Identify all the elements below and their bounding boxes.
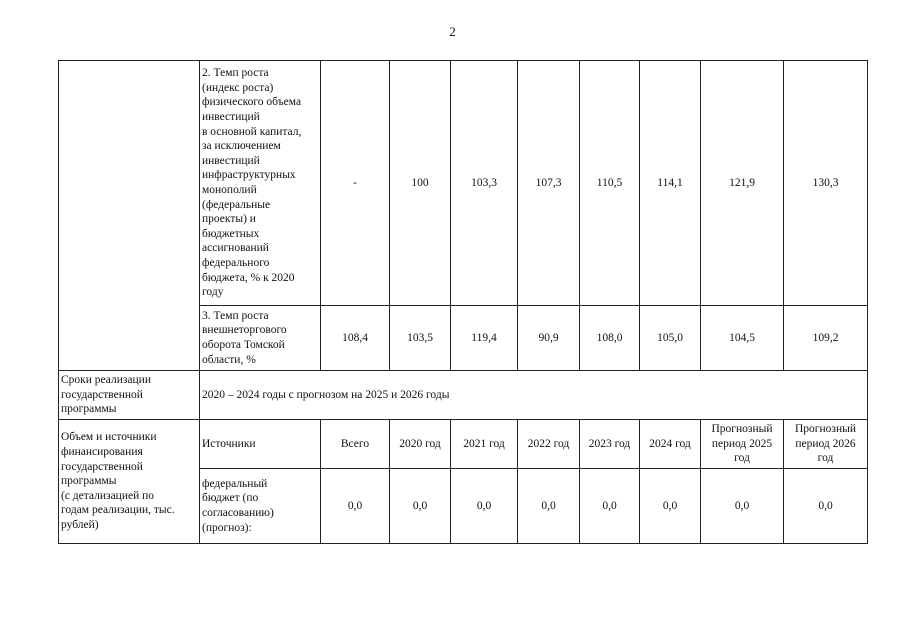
terms-label: Сроки реализации государственной программы <box>59 371 200 420</box>
indicator-value: 119,4 <box>451 306 518 371</box>
financing-value: 0,0 <box>451 469 518 544</box>
terms-row <box>59 371 868 420</box>
indicator-value: 103,5 <box>390 306 451 371</box>
financing-header-row <box>59 420 868 469</box>
indicator-value: 109,2 <box>784 306 868 371</box>
indicator-value: - <box>321 61 390 306</box>
financing-header-year: 2023 год <box>580 420 640 469</box>
indicator-value: 110,5 <box>580 61 640 306</box>
indicator-value: 107,3 <box>518 61 580 306</box>
financing-header-forecast: Прогнозный период 2025 год <box>701 420 784 469</box>
financing-header-year: 2022 год <box>518 420 580 469</box>
program-passport-table <box>58 60 868 544</box>
indicator-value: 114,1 <box>640 61 701 306</box>
indicator-value: 108,0 <box>580 306 640 371</box>
financing-header-sources: Источники <box>200 420 321 469</box>
indicator-label: 3. Темп роста внешнеторгового оборота Томской области, % <box>200 306 321 371</box>
indicator-value: 90,9 <box>518 306 580 371</box>
indicator-value: 108,4 <box>321 306 390 371</box>
page-number: 2 <box>449 24 456 39</box>
financing-header-year: 2024 год <box>640 420 701 469</box>
indicators-label-cell <box>59 61 200 371</box>
terms-value: 2020 – 2024 годы с прогнозом на 2025 и 2026 годы <box>200 371 868 420</box>
indicator-row <box>59 61 868 306</box>
financing-value: 0,0 <box>580 469 640 544</box>
financing-source: федеральный бюджет (по согласованию) (прогноз): <box>200 469 321 544</box>
financing-header-total: Всего <box>321 420 390 469</box>
financing-value: 0,0 <box>518 469 580 544</box>
financing-header-forecast: Прогнозный период 2026 год <box>784 420 868 469</box>
indicator-value: 100 <box>390 61 451 306</box>
financing-value: 0,0 <box>640 469 701 544</box>
financing-label: Объем и источники финансирования государственной программы (с детализацией по годам реализации, тыс. рублей) <box>59 420 200 544</box>
financing-header-year: 2020 год <box>390 420 451 469</box>
indicator-value: 104,5 <box>701 306 784 371</box>
indicator-value: 105,0 <box>640 306 701 371</box>
indicator-value: 130,3 <box>784 61 868 306</box>
indicator-label: 2. Темп роста (индекс роста) физического объема инвестиций в основной капитал, за исключением инвестиций инфраструктурных монополий (федеральные проекты) и бюджетных ассигнований федерального бюджета, % к 2020 году <box>200 61 321 306</box>
indicator-value: 103,3 <box>451 61 518 306</box>
indicator-value: 121,9 <box>701 61 784 306</box>
financing-value: 0,0 <box>390 469 451 544</box>
financing-value: 0,0 <box>784 469 868 544</box>
financing-value: 0,0 <box>321 469 390 544</box>
financing-header-year: 2021 год <box>451 420 518 469</box>
financing-value: 0,0 <box>701 469 784 544</box>
